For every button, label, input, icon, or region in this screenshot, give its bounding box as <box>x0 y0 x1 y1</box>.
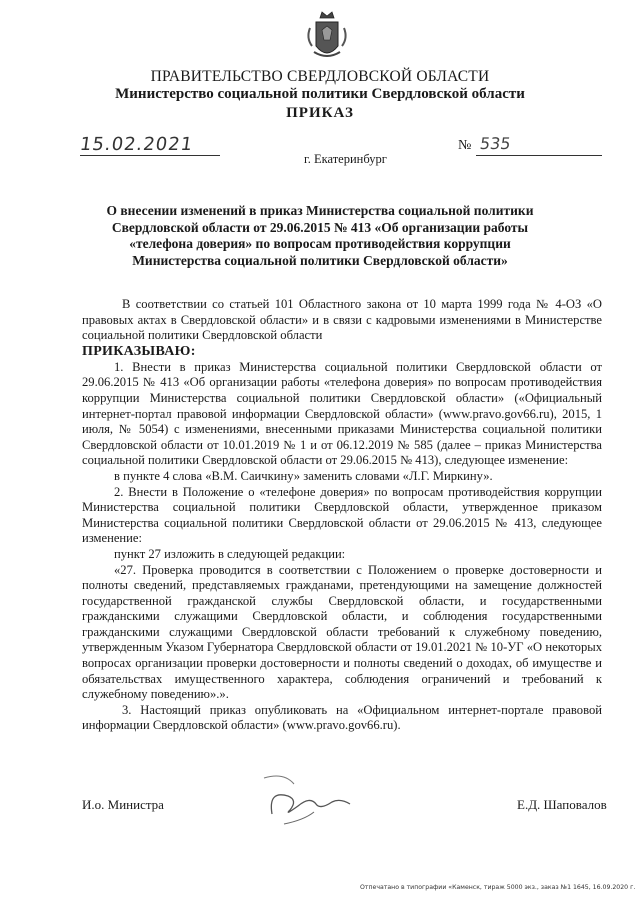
item-2: 2. Внести в Положение о «телефоне доверия» по вопросам противодействия коррупции Министерства социальной политики Свердловской области, утвержденное приказом Министерства социальной политики Свердловской области от 29.06.2015 № 413, следующее изменение: <box>82 484 602 546</box>
item-1: 1. Внести в приказ Министерства социальной политики Свердловской области от 29.06.2015 № 413 «Об организации работы «телефона доверия» по вопросам противодействия коррупции Министерства социальной политики Свердловской области» («Официальный интернет-портал правовой информации Свердловской области» (www.pravo.gov66.ru), 2015, 1 июля, № 5054) с изменениями, внесенными приказами Министерства социальной политики Свердловской области от 10.01.2019 № 1 и от 06.12.2019 № 585 (далее – приказ Министерства социальной политики Свердловской области от 29.06.2015 № 413), следующее изменение: <box>82 359 602 468</box>
intro-paragraph: В соответствии со статьей 101 Областного закона от 10 марта 1999 года № 4-ОЗ «О правовых актах в Свердловской области» и в связи с кадровыми изменениями в Министерстве социальной политики Свердловской области <box>82 297 602 343</box>
order-date: 15.02.2021 <box>78 134 195 155</box>
ministry-title: Министерство социальной политики Свердловской области <box>115 86 525 102</box>
order-title: ПРИКАЗ <box>286 105 354 121</box>
item-2-quote: «27. Проверка проводится в соответствии с Положением о проверке достоверности и полноты сведений, представляемых гражданами, претендующими на замещение должностей государственной гражданской службы Свердловской области, и государственными гражданскими служащими Свердловской области, и соблюдения государственными гражданскими служащими Свердловской области требований к служебному поведению, утвержденным Указом Губернатора Свердловской области от 19.01.2021 № 10-УГ «О некоторых вопросах организации проверки достоверности и полноты сведений о доходах, об имуществе и обязательствах имущественного характера, соблюдения ограничений и требований к служебному поведению».». <box>82 562 602 702</box>
heading-line: «телефона доверия» по вопросам противодействия коррупции <box>129 236 511 251</box>
order-heading <box>0 203 640 269</box>
heading-line: Министерства социальной политики Свердловской области» <box>132 252 508 268</box>
item-3: 3. Настоящий приказ опубликовать на «Официальном интернет-портале правовой информации Свердловской области» (www.pravo.gov66.ru). <box>82 702 602 733</box>
print-footer: Отпечатано в типографии «Каменск, тираж 5000 экз., заказ №1 1645, 16.09.2020 г. <box>360 884 636 891</box>
number-label: № <box>458 138 472 153</box>
government-title: ПРАВИТЕЛЬСТВО СВЕРДЛОВСКОЙ ОБЛАСТИ <box>150 68 490 85</box>
coat-of-arms-emblem <box>302 8 352 66</box>
city: г. Екатеринбург <box>304 152 387 166</box>
heading-line: О внесении изменений в приказ Министерства социальной политики <box>106 203 534 218</box>
order-body <box>82 297 602 734</box>
date-underline <box>80 155 220 156</box>
order-word: ПРИКАЗЫВАЮ: <box>82 343 196 359</box>
number-underline <box>476 155 602 156</box>
item-1-sub: в пункте 4 слова «В.М. Саичкину» заменить словами «Л.Г. Миркину». <box>114 468 493 483</box>
signatory-role: И.о. Министра <box>82 797 164 812</box>
order-number: 535 <box>478 134 512 153</box>
handwritten-signature <box>254 770 374 830</box>
signatory-name: Е.Д. Шаповалов <box>517 797 607 812</box>
heading-line: Свердловской области от 29.06.2015 № 413 «Об организации работы <box>111 219 529 235</box>
item-2-sub: пункт 27 изложить в следующей редакции: <box>114 546 346 561</box>
